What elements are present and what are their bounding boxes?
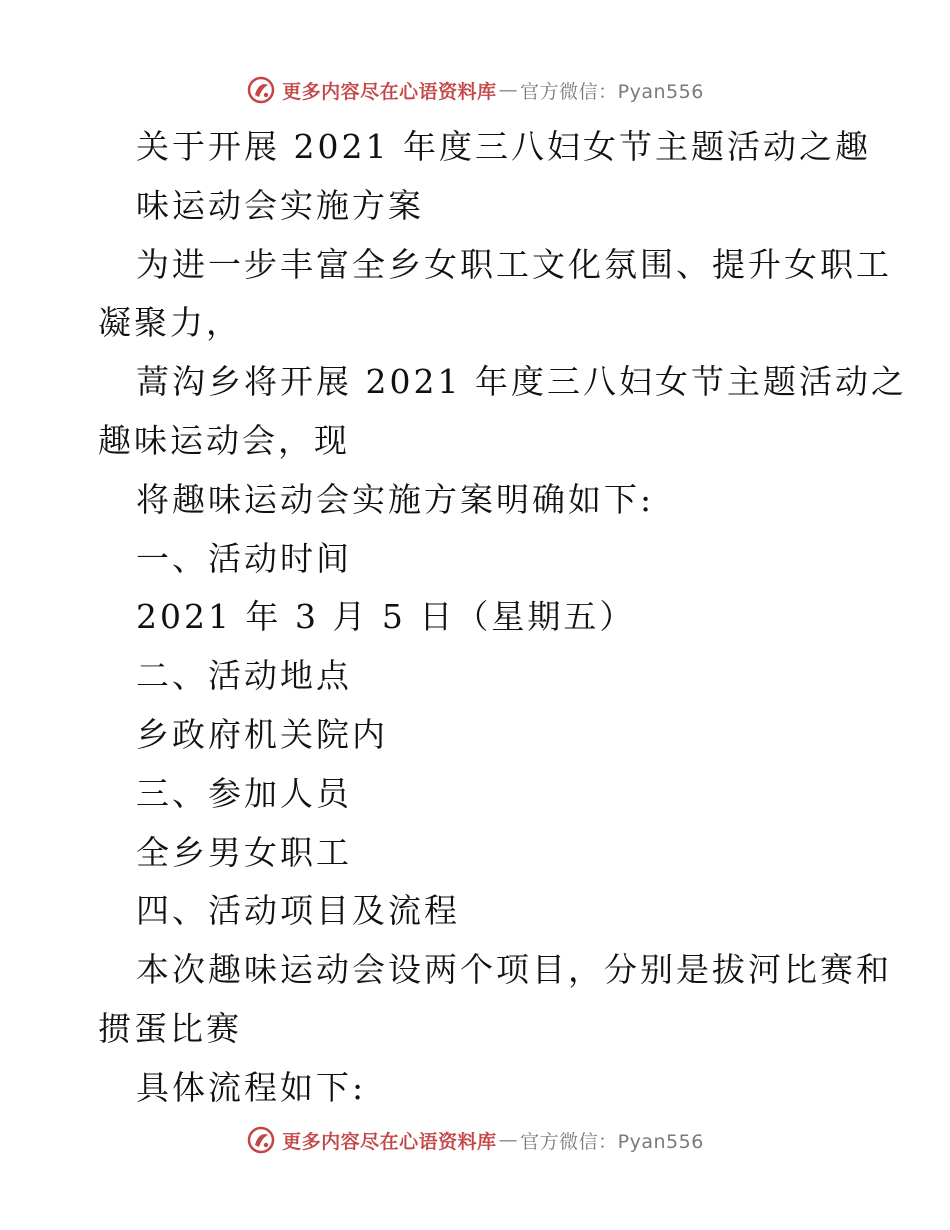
watermark-suffix: 官方微信：Pyan556 <box>520 1130 704 1153</box>
text-line: 味运动会实施方案 <box>136 185 424 225</box>
text-line: 趣味运动会，现 <box>98 420 350 460</box>
footer-watermark <box>0 1120 950 1160</box>
watermark-separator: — <box>498 79 519 101</box>
text-line: 蒿沟乡将开展 2021 年度三八妇女节主题活动之 <box>136 362 907 402</box>
text-line: 乡政府机关院内 <box>136 714 388 754</box>
text-line: 关于开展 2021 年度三八妇女节主题活动之趣 <box>136 127 871 166</box>
text-line: 2021 年 3 月 5 日（星期五） <box>136 597 636 637</box>
watermark-suffix: 官方微信：Pyan556 <box>520 80 704 103</box>
section-heading: 四、活动项目及流程 <box>136 891 460 931</box>
text-line: 为进一步丰富全乡女职工文化氛围、提升女职工 <box>136 244 892 284</box>
watermark-separator: — <box>498 1129 519 1151</box>
text-line: 将趣味运动会实施方案明确如下: <box>136 479 655 519</box>
watermark-text: 更多内容尽在心语资料库 <box>282 1130 497 1153</box>
text-line: 掼蛋比赛 <box>98 1008 242 1048</box>
section-heading: 一、活动时间 <box>136 538 352 578</box>
section-heading: 二、活动地点 <box>136 656 352 696</box>
header-watermark <box>0 70 950 110</box>
text-line: 具体流程如下: <box>136 1067 367 1107</box>
text-line: 凝聚力， <box>98 303 242 343</box>
text-line: 全乡男女职工 <box>136 832 352 872</box>
watermark-text: 更多内容尽在心语资料库 <box>282 80 497 103</box>
logo-icon <box>246 75 276 105</box>
document-body <box>98 118 907 1118</box>
logo-icon <box>246 1125 276 1155</box>
section-heading: 三、参加人员 <box>136 773 352 813</box>
text-line: 本次趣味运动会设两个项目，分别是拔河比赛和 <box>136 950 892 990</box>
